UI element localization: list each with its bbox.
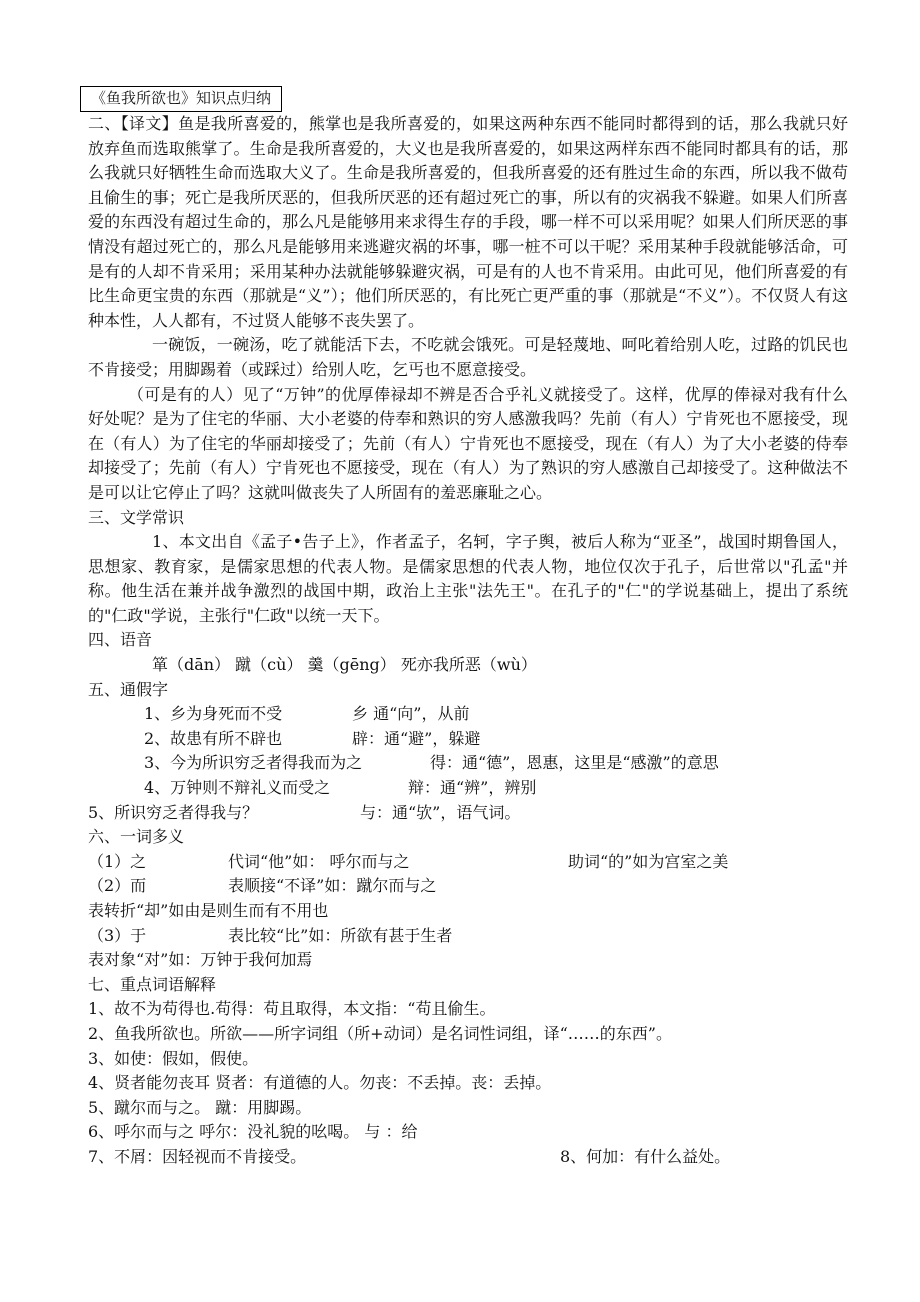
tongjia-phrase-5: 5、所识穷乏者得我与？: [88, 802, 259, 822]
polysemy-er-b-row: [88, 899, 848, 924]
polysemy-er-label: （2）而: [88, 876, 147, 896]
translation-paragraph-3: （可是有的人）见了“万钟”的优厚俸禄却不辨是否合乎礼义就接受了。这样，优厚的俸禄对我有什么好处呢？是为了住宅的华丽、大小老婆的侍奉和熟识的穷人感激我吗？先前（有人）宁肯死也不愿接受，现在（有人）为了住宅的华丽却接受了；先前（有人）宁肯死也不愿接受，现在（有人）为了大小老婆的侍奉却接受了；先前（有人）宁肯死也不愿接受，现在（有人）为了熟识的穷人感激自己却接受了。这种做法不是可以让它停止了吗？这就叫做丧失了人所固有的羞恶廉耻之心。: [88, 384, 848, 502]
polysemy-yu: [88, 924, 848, 949]
vocab-last-row: [88, 1145, 848, 1170]
vocab-item-2: 2、鱼我所欲也。所欲——所字词组（所+动词）是名词性词组，译“……的东西”。: [88, 1023, 672, 1043]
translation-paragraph-1: [88, 112, 848, 333]
tongjia-note-1: 乡 通“向”，从前: [352, 704, 470, 724]
pronunciation-heading: 四、语音: [88, 630, 153, 650]
pronunciation-line: 箪（dān） 蹴（cù） 羹（gēng） 死亦我所恶（wù）: [152, 655, 537, 675]
tongjia-item-1: [88, 702, 848, 727]
tongjia-phrase-2: 2、故患有所不辟也: [144, 728, 283, 748]
tongjia-note-4: 辩：通“辨”，辨别: [408, 778, 537, 798]
polysemy-zhi-label: （1）之: [88, 851, 147, 871]
tongjia-item-4: [88, 776, 848, 801]
vocab-item-6: 6、呼尔而与之 呼尔：没礼貌的吆喝。 与 ：给: [88, 1122, 418, 1142]
tongjia-phrase-4: 4、万钟则不辩礼义而受之: [144, 778, 331, 798]
polysemy-yu-b: 表对象“对”如：万钟于我何加焉: [88, 950, 313, 970]
polysemy-yu-a: 表比较“比”如：所欲有甚于生者: [228, 925, 453, 945]
vocab-item-1: 1、故不为苟得也.苟得：苟且取得，本文指：“苟且偷生。: [88, 999, 496, 1019]
polysemy-zhi-a: 代词“他”如： 呼尔而与之: [228, 851, 410, 871]
polysemy-er: [88, 874, 848, 899]
vocab-heading: 七、重点词语解释: [88, 974, 217, 994]
vocab-item-3: 3、如使：假如，假使。: [88, 1048, 259, 1068]
vocab-item-7: 7、不屑：因轻视而不肯接受。: [88, 1146, 307, 1166]
tongjia-item-2: [88, 727, 848, 752]
polysemy-er-a: 表顺接“不译”如：蹴尔而与之: [228, 876, 437, 896]
translation-paragraph-2: 一碗饭，一碗汤，吃了就能活下去，不吃就会饿死。可是轻蔑地、呵叱着给别人吃，过路的饥民也不肯接受；用脚踢着（或踩过）给别人吃，乞丐也不愿意接受。: [88, 335, 848, 379]
tongjia-note-2: 辟：通“避”，躲避: [352, 728, 481, 748]
vocab-item-5: 5、蹴尔而与之。 蹴：用脚踢。: [88, 1097, 312, 1117]
vocab-item-8: 8、何加：有什么益处。: [560, 1146, 731, 1166]
vocab-item-4: 4、贤者能勿丧耳 贤者：有道德的人。勿丧：不丢掉。丧：丢掉。: [88, 1073, 552, 1093]
tongjia-note-3: 得：通“德”，恩惠，这里是“感激”的意思: [430, 753, 719, 773]
tongjia-phrase-1: 1、乡为身死而不受: [144, 704, 283, 724]
translation-text-1: 鱼是我所喜爱的，熊掌也是我所喜爱的，如果这两种东西不能同时都得到的话，那么我就只好放弃鱼而选取熊掌了。生命是我所喜爱的，大义也是我所喜爱的，如果这两样东西不能同时都具有的话，那么我就只好牺牲生命而选取大义了。生命是我所喜爱的，但我所喜爱的还有胜过生命的东西，所以我不做苟且偷生的事；死亡是我所厌恶的，但我所厌恶的还有超过死亡的事，所以有的灾祸我不躲避。如果人们所喜爱的东西没有超过生命的，那么凡是能够用来求得生存的手段，哪一样不可以采用呢？如果人们所厌恶的事情没有超过死亡的，那么凡是能够用来逃避灾祸的坏事，哪一桩不可以干呢？采用某种手段就能够活命，可是有的人却不肯采用；采用某种办法就能够躲避灾祸，可是有的人也不肯采用。由此可见，他们所喜爱的有比生命更宝贵的东西（那就是“义”）；他们所厌恶的，有比死亡更严重的事（那就是“不义”）。不仅贤人有这种本性，人人都有，不过贤人能够不丧失罢了。: [88, 114, 848, 330]
polysemy-yu-label: （3）于: [88, 925, 147, 945]
tongjia-item-5: [88, 801, 848, 826]
tongjia-phrase-3: 3、今为所识穷乏者得我而为之: [144, 753, 363, 773]
translation-heading: 二、【译文】: [88, 114, 179, 133]
polysemy-heading: 六、一词多义: [88, 827, 185, 847]
tongjia-heading: 五、通假字: [88, 679, 169, 699]
document-title: 《鱼我所欲也》知识点归纳: [80, 86, 282, 112]
polysemy-yu-b-row: [88, 948, 848, 973]
polysemy-er-b: 表转折“却”如由是则生而有不用也: [88, 901, 329, 920]
polysemy-zhi-b: 助词“的”如为宫室之美: [568, 851, 729, 871]
tongjia-item-3: [88, 751, 848, 776]
document-page: [88, 86, 848, 1170]
tongjia-note-5: 与：通“欤”，语气词。: [360, 802, 521, 822]
literature-heading: 三、文学常识: [88, 507, 185, 527]
polysemy-zhi: [88, 850, 848, 875]
literature-paragraph: 1、本文出自《孟子•告子上》，作者孟子，名轲，字子舆，被后人称为“亚圣”，战国时期鲁国人，思想家、教育家，是儒家思想的代表人物。是儒家思想的代表人物，地位仅次于孔子，后世常以"孔孟"并称。他生活在兼并战争激烈的战国中期，政治上主张"法先王"。在孔子的"仁"的学说基础上，提出了系统的"仁政"学说，主张行"仁政"以统一天下。: [88, 532, 848, 625]
